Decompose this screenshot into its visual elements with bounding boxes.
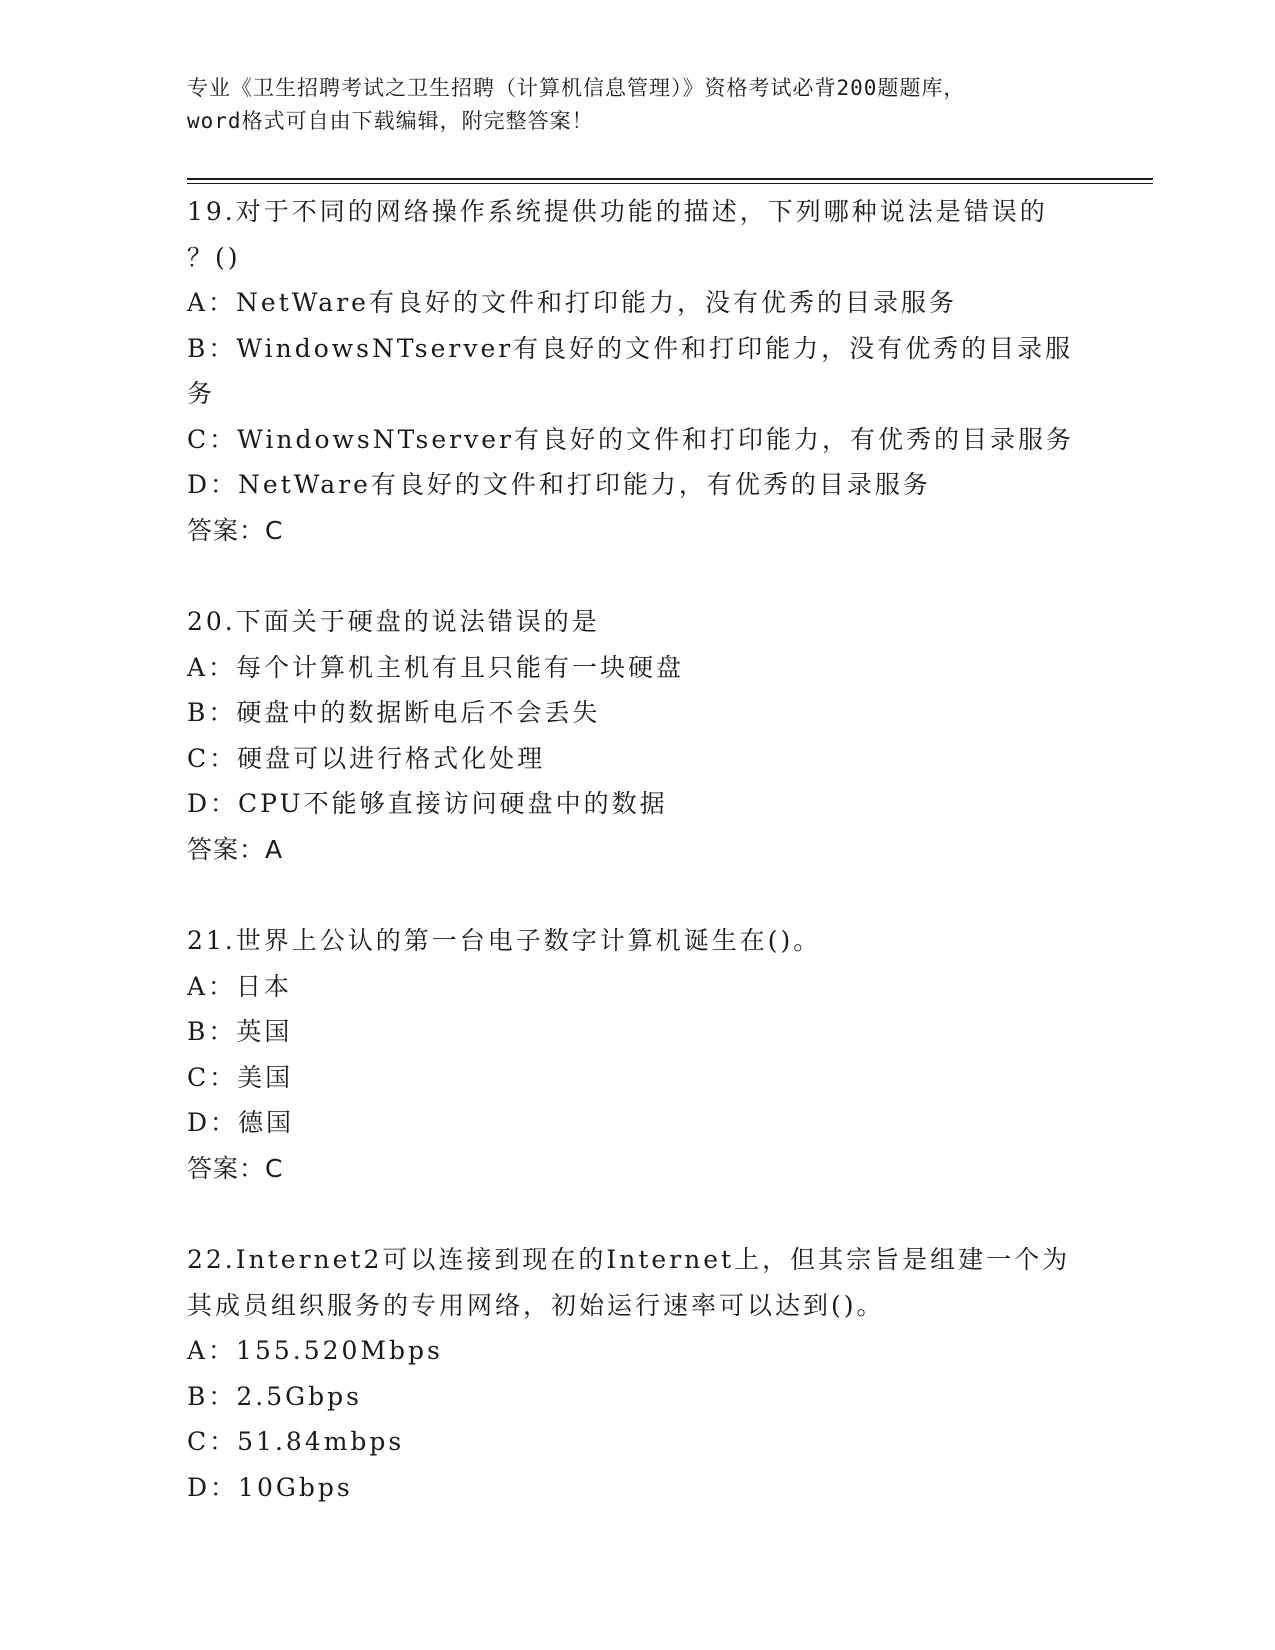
header-divider-thick [187,178,1153,180]
option-c: C：WindowsNTserver有良好的文件和打印能力，有优秀的目录服务 [187,424,1074,454]
option-c: C：硬盘可以进行格式化处理 [187,743,546,773]
option-a: A：日本 [187,971,293,1001]
question-stem: 20.下面关于硬盘的说法错误的是 [187,607,600,636]
question-stem: ？() [187,242,241,272]
question-stem: 21.世界上公认的第一台电子数字计算机诞生在()。 [187,926,822,955]
option-b: B：英国 [187,1017,293,1046]
question-20 [187,599,1087,872]
header-divider-thin [187,183,1153,184]
option-a: A：NetWare有良好的文件和打印能力，没有优秀的目录服务 [187,288,957,317]
question-stem: 19.对于不同的网络操作系统提供功能的描述，下列哪种说法是错误的 [187,197,1048,226]
header-line-1: 专业《卫生招聘考试之卫生招聘（计算机信息管理）》资格考试必背200题题库， [187,76,966,100]
option-d: D：德国 [187,1108,295,1137]
question-stem: 22.Internet2可以连接到现在的Internet上，但其宗旨是组建一个为 [187,1245,1071,1274]
option-a: A：155.520Mbps [187,1336,443,1365]
option-d: D：CPU不能够直接访问硬盘中的数据 [187,789,668,818]
option-b: B：2.5Gbps [187,1381,362,1411]
question-21 [187,918,1087,1191]
question-22 [187,1237,1087,1510]
answer-line: 答案：C [187,1153,284,1183]
answer-line: 答案：C [187,515,284,545]
question-19 [187,189,1087,553]
question-spacer [187,872,1087,918]
option-c: C：51.84mbps [187,1427,405,1456]
document-header [187,72,1087,138]
option-c: C：美国 [187,1062,294,1092]
question-spacer [187,553,1087,599]
question-spacer [187,1191,1087,1237]
answer-line: 答案：A [187,834,284,864]
question-stem: 其成员组织服务的专用网络，初始运行速率可以达到()。 [187,1290,885,1320]
option-b: B：硬盘中的数据断电后不会丢失 [187,698,601,727]
question-list [187,189,1087,1510]
option-a: A：每个计算机主机有且只能有一块硬盘 [187,652,685,682]
option-d: D：NetWare有良好的文件和打印能力，有优秀的目录服务 [187,470,931,499]
option-b: B：WindowsNTserver有良好的文件和打印能力，没有优秀的目录服务 [187,333,1074,408]
header-line-2: word格式可自由下载编辑，附完整答案！ [187,109,594,133]
option-d: D：10Gbps [187,1472,353,1502]
